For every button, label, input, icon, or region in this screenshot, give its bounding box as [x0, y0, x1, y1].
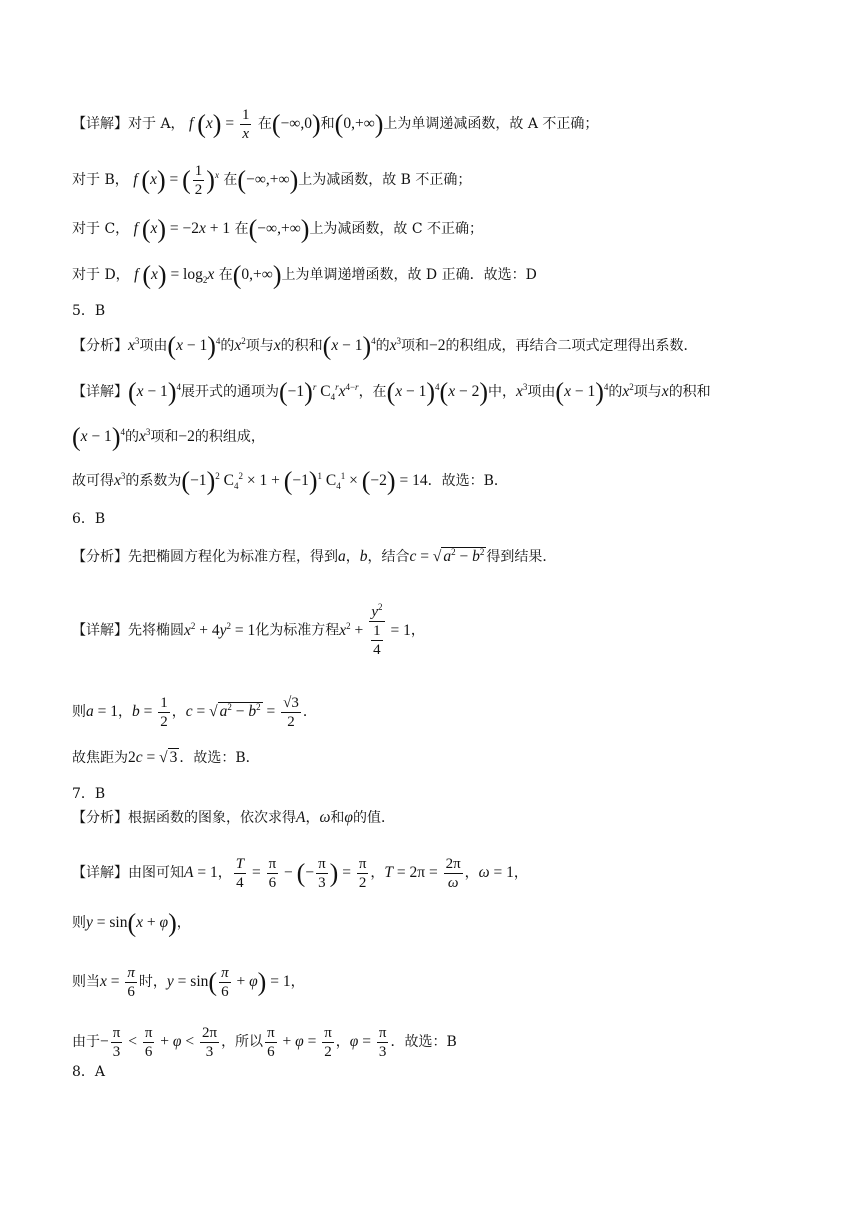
q7-analysis: 【分析】根据函数的图象，依次求得A，ω和φ的值． [72, 809, 395, 826]
q5-analysis: 【分析】$x^3$项由$(x - 1)^4$的$x^2$项与x的积和$(x - 1)^4$的$x^3$项和−2的积组成，再结合二项式定理得出系数． [72, 331, 698, 361]
q6-answer: 6．B [72, 511, 106, 527]
analysis-label: 【分析】 [72, 338, 128, 354]
formula-general-term: $(-1)^r$ $C_4^rx^{4-r}$ [278, 377, 359, 407]
formula-phi-range: − $\frac{\pi}{3}$ < $\frac{\pi}{6}$ + φ < $\frac{2\pi}{3}$ [100, 1025, 218, 1060]
formula-c-sqrt: c = √ $a^2 - b^2$ [409, 546, 485, 565]
formula-fx-log: f $(x) = \log_2x$ [134, 260, 215, 290]
detail-label: 【详解】 [72, 116, 128, 133]
q4-line-b: 对于 B， f (x) = ( $\frac{1}{2}$ )$^x$ 在(−∞,+∞)上为减函数，故 B 不正确； [72, 163, 472, 198]
q6-analysis: 【分析】先把椭圆方程化为标准方程，得到a，b，结合c = √ $a^2 - b^2$ 得到结果． [72, 546, 557, 565]
formula-ellipse-standard: $x^2$ + $\frac{y^2}{\frac{1}{4}}$ = 1 [339, 602, 411, 658]
q7-detail-line3: 则当x = $\frac{\pi}{6}$ 时，y = sin( $\frac{\pi}{6}$ + φ) = 1， [72, 965, 305, 1000]
formula-coefficient: $(-1)^2$ $C_4^2 \times 1 + (-1)^1$ $C_4^1 \times (-2) = 14$ [181, 466, 428, 496]
q4-line-c: 对于 C， f (x) = −2x + 1 在(−∞,+∞)上为减函数，故 C 不正确； [72, 214, 484, 244]
q7-detail-line2: 则y = sin(x + φ)， [72, 908, 191, 938]
q6-detail-line3: 故焦距为2c = √ 3 ．故选：B． [72, 749, 260, 766]
q5-detail-line3: 故可得$x^3$的系数为$(-1)^2$ $C_4^2 \times 1 + (-1)^1$ $C_4^1 \times (-2) = 14$．故选：B． [72, 466, 508, 496]
formula-fx-linear: f (x) = −2x + 1 [133, 214, 231, 244]
q5-answer: 5．B [72, 303, 106, 319]
q4-line-a: 【详解】对于 A， f (x) = $\frac{1}{x}$ 在(−∞,0)和(0,+∞)上为单调递减函数，故 A 不正确； [72, 107, 599, 142]
q8-answer: 8．A [72, 1064, 106, 1080]
q5-detail-line1: 【详解】$(x - 1)^4$展开式的通项为$(-1)^r$ $C_4^rx^{4-r}$，在$(x - 1)^4(x - 2)$中，$x^3$项由$(x - 1)^4$的$x^2$项与x的积和 [72, 377, 711, 407]
q7-answer: 7．B [72, 786, 106, 802]
q7-detail-line1: 【详解】由图可知A = 1， $\frac{T}{4}$ = $\frac{\pi}{6}$ − (− $\frac{\pi}{3}$ ) = $\frac{\pi}{2}$ ，T = 2π = $\frac{2\pi}{\omega}$ ，ω = 1， [72, 856, 528, 891]
q6-detail-line1: 【详解】先将椭圆$x^2 + 4y^2 = 1$化为标准方程$x^2$ + $\frac{y^2}{\frac{1}{4}}$ = 1， [72, 602, 425, 658]
formula-fx-half-power: f (x) = ( $\frac{1}{2}$ )$^x$ [133, 163, 219, 198]
q5-detail-line2: $(x - 1)^4$的$x^3$项和−2的积组成， [72, 422, 265, 452]
q7-detail-line4: 由于− $\frac{\pi}{3}$ < $\frac{\pi}{6}$ + φ < $\frac{2\pi}{3}$ ，所以 $\frac{\pi}{6}$ + φ = $\frac{\pi}{2}$ ，φ = $\frac{\pi}{3}$ ．故选：B [72, 1025, 457, 1060]
formula-fx-reciprocal: f (x) = $\frac{1}{x}$ [189, 107, 250, 142]
formula-period-quarter: $\frac{T}{4}$ = $\frac{\pi}{6}$ − (− $\frac{\pi}{3}$ ) = $\frac{\pi}{2}$ [235, 856, 367, 891]
q6-detail-line2: 则a = 1，b = $\frac{1}{2}$ ，c = √ $a^2 - b^2$ = $\frac{√3}{2}$ ． [72, 695, 317, 730]
q4-line-d: 对于 D， f $(x) = \log_2x$ 在(0,+∞)上为单调递增函数，故 D 正确．故选：D [72, 260, 537, 290]
